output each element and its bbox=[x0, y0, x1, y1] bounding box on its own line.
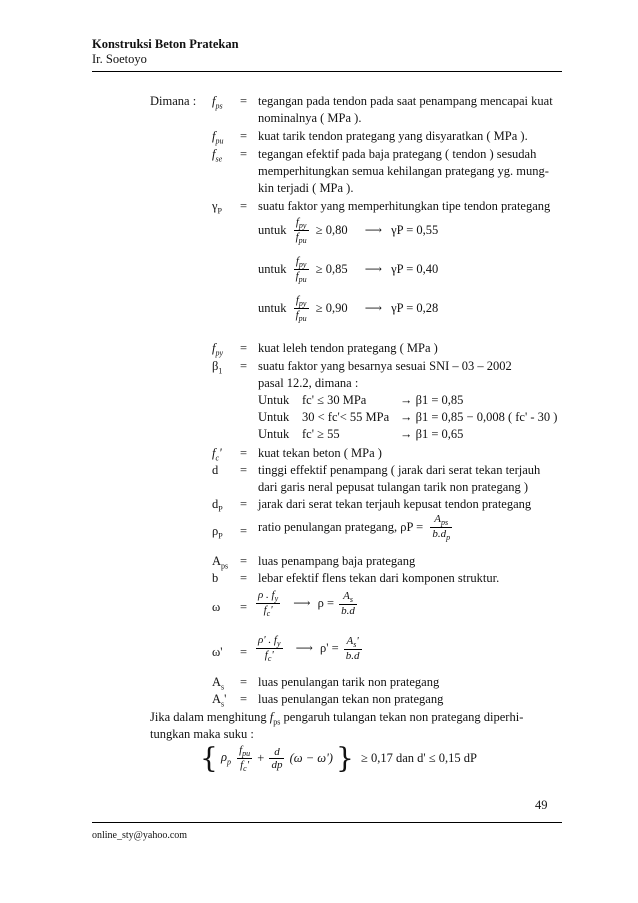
final-condition-equation: { $\rho_p$ $\frac{f_{pu}}{f_c'}$ + $\frac{d}{dp}$ (ω − ω') } ≥ 0,17 dan d' ≤ 0,15 dP bbox=[200, 741, 477, 775]
long-arrow-icon: ⟶ bbox=[364, 223, 382, 238]
equals-sign: = bbox=[240, 524, 248, 538]
equals-sign: = bbox=[240, 692, 248, 706]
symbol-fc: $f_c'$ bbox=[212, 446, 222, 463]
symbol-b: b bbox=[212, 571, 219, 585]
dimana-label: Dimana : bbox=[150, 94, 197, 108]
symbol-omega: ω bbox=[212, 600, 221, 614]
beta1-case-3-label: Untuk bbox=[258, 427, 290, 441]
long-arrow-icon: ⟶ bbox=[364, 262, 382, 277]
symbol-as: $A_s$ bbox=[212, 675, 225, 692]
equals-sign: = bbox=[240, 359, 248, 373]
equals-sign: = bbox=[240, 147, 248, 161]
equals-sign: = bbox=[240, 600, 248, 614]
def-fse-line3: kin terjadi ( MPa ). bbox=[258, 181, 354, 195]
symbol-fpy: $f_{py}$ bbox=[212, 341, 224, 358]
symbol-gamma-p: $\gamma_P$ bbox=[212, 199, 222, 216]
document-author: Ir. Soetoyo bbox=[92, 52, 147, 66]
symbol-omega-prime: ω' bbox=[212, 645, 223, 659]
def-fps-line2: nominalnya ( MPa ). bbox=[258, 111, 362, 125]
omega-equation: $\frac{\rho . f_y}{f_c'}$ ⟶ ρ = $\frac{A_s}{b.d}$ bbox=[258, 589, 355, 619]
beta1-case-2-result: → β1 = 0,85 − 0,008 ( fc' - 30 ) bbox=[400, 410, 558, 424]
def-fps-line1: tegangan pada tendon pada saat penampang mencapai kuat bbox=[258, 94, 553, 108]
def-rho-p-line1: ratio penulangan prategang, ρP = $\frac{A_{ps}}{b.d_p}$ bbox=[258, 513, 451, 543]
def-beta1-line2: pasal 12.2, dimana : bbox=[258, 376, 359, 390]
long-arrow-icon: ⟶ bbox=[295, 641, 313, 656]
equals-sign: = bbox=[240, 199, 248, 213]
def-aps-line1: luas penampang baja prategang bbox=[258, 554, 416, 568]
beta1-case-3-condition: fc' ≥ 55 bbox=[302, 427, 340, 441]
paragraph-line1: Jika dalam menghitung $f_{ps}$ pengaruh tulangan tekan non prategang diperhi- bbox=[150, 710, 524, 727]
def-fpu-line1: kuat tarik tendon prategang yang disyaratkan ( MPa ). bbox=[258, 129, 528, 143]
equals-sign: = bbox=[240, 446, 248, 460]
footer-divider bbox=[92, 822, 562, 823]
equals-sign: = bbox=[240, 341, 248, 355]
beta1-case-2-condition: 30 < fc'< 55 MPa bbox=[302, 410, 390, 424]
gamma-condition-row-3: untuk $\frac{f_{py}}{f_{pu}}$ ≥ 0,90 ⟶ γP = 0,28 bbox=[258, 294, 439, 324]
def-fc-line1: kuat tekan beton ( MPa ) bbox=[258, 446, 382, 460]
equals-sign: = bbox=[240, 497, 248, 511]
equals-sign: = bbox=[240, 94, 248, 108]
symbol-fse: $f_{se}$ bbox=[212, 147, 223, 164]
def-d-line1: tinggi effektif penampang ( jarak dari serat tekan terjauh bbox=[258, 463, 541, 477]
page-number: 49 bbox=[535, 798, 548, 812]
symbol-dp: $d_P$ bbox=[212, 497, 223, 514]
paragraph-line2: tungkan maka suku : bbox=[150, 727, 254, 741]
symbol-fpu: $f_{pu}$ bbox=[212, 129, 224, 146]
gamma-condition-row-2: untuk $\frac{f_{py}}{f_{pu}}$ ≥ 0,85 ⟶ γP = 0,40 bbox=[258, 255, 439, 285]
equals-sign: = bbox=[240, 463, 248, 477]
symbol-beta1: $\beta_1$ bbox=[212, 359, 223, 376]
def-as-line1: luas penulangan tarik non prategang bbox=[258, 675, 440, 689]
beta1-case-1-result: → β1 = 0,85 bbox=[400, 393, 464, 407]
equals-sign: = bbox=[240, 675, 248, 689]
def-dp-line1: jarak dari serat tekan terjauh kepusat tendon prategang bbox=[258, 497, 532, 511]
def-fse-line1: tegangan efektif pada baja prategang ( tendon ) sesudah bbox=[258, 147, 537, 161]
beta1-case-2-label: Untuk bbox=[258, 410, 290, 424]
def-b-line1: lebar efektif flens tekan dari komponen struktur. bbox=[258, 571, 500, 585]
long-arrow-icon: ⟶ bbox=[293, 596, 311, 611]
header-divider bbox=[92, 71, 562, 72]
long-arrow-icon: ⟶ bbox=[364, 301, 382, 316]
def-fse-line2: memperhitungkan semua kehilangan prategang yg. mung- bbox=[258, 164, 549, 178]
def-beta1-line1: suatu faktor yang besarnya sesuai SNI – 03 – 2002 bbox=[258, 359, 512, 373]
document-title: Konstruksi Beton Pratekan bbox=[92, 37, 239, 51]
symbol-aps: $A_{ps}$ bbox=[212, 554, 229, 571]
gamma-condition-row-1: untuk $\frac{f_{py}}{f_{pu}}$ ≥ 0,80 ⟶ γP = 0,55 bbox=[258, 216, 439, 246]
equals-sign: = bbox=[240, 571, 248, 585]
beta1-case-3-result: → β1 = 0,65 bbox=[400, 427, 464, 441]
omega-prime-equation: $\frac{\rho' . f_y}{f_c'}$ ⟶ ρ' = $\frac{A_s'}{b.d}$ bbox=[258, 634, 360, 664]
symbol-fps: $f_{ps}$ bbox=[212, 94, 223, 111]
beta1-case-1-condition: fc' ≤ 30 MPa bbox=[302, 393, 367, 407]
symbol-d: d bbox=[212, 463, 219, 477]
equals-sign: = bbox=[240, 129, 248, 143]
equals-sign: = bbox=[240, 645, 248, 659]
symbol-as-prime: $A_s'$ bbox=[212, 692, 227, 709]
symbol-rho-p: $\rho_P$ bbox=[212, 524, 223, 541]
footer-email: online_sty@yahoo.com bbox=[92, 830, 188, 841]
def-d-line2: dari garis neral pepusat tulangan tarik non prategang ) bbox=[258, 480, 529, 494]
def-fpy-line1: kuat leleh tendon prategang ( MPa ) bbox=[258, 341, 438, 355]
def-gamma-line1: suatu faktor yang memperhitungkan tipe tendon prategang bbox=[258, 199, 551, 213]
equals-sign: = bbox=[240, 554, 248, 568]
beta1-case-1-label: Untuk bbox=[258, 393, 290, 407]
def-as-prime-line1: luas penulangan tekan non prategang bbox=[258, 692, 444, 706]
